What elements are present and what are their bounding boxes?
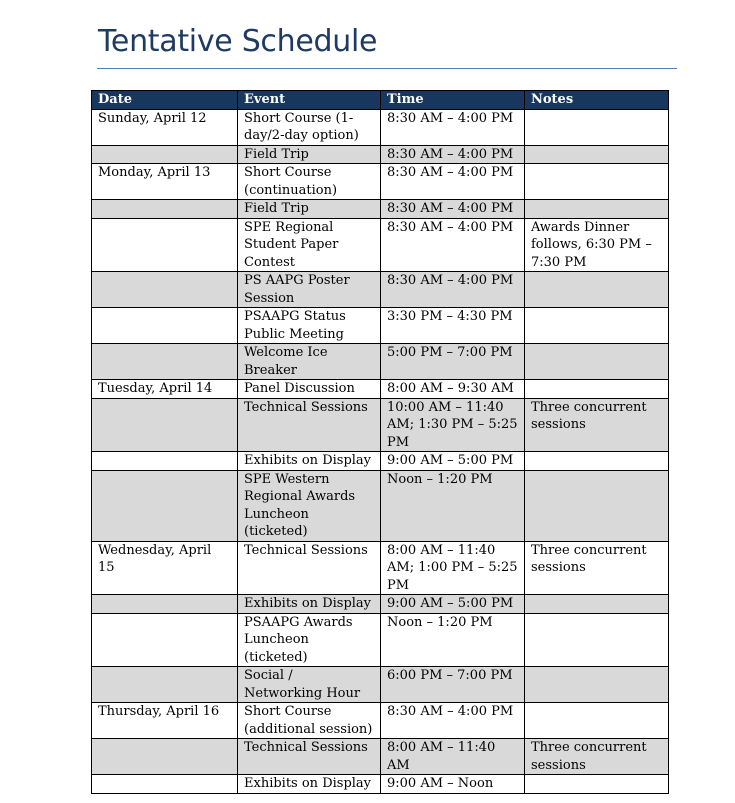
cell-notes bbox=[525, 200, 669, 219]
cell-date bbox=[92, 344, 238, 380]
table-row bbox=[92, 164, 669, 200]
table-row bbox=[92, 775, 669, 794]
table-row bbox=[92, 613, 669, 667]
cell-date bbox=[92, 775, 238, 794]
cell-event: Field Trip bbox=[238, 145, 381, 164]
table-row bbox=[92, 470, 669, 541]
cell-date bbox=[92, 667, 238, 703]
header-date: Date bbox=[92, 91, 238, 110]
cell-date bbox=[92, 200, 238, 219]
cell-event: Exhibits on Display bbox=[238, 452, 381, 471]
cell-event: Panel Discussion bbox=[238, 380, 381, 399]
cell-date: Tuesday, April 14 bbox=[92, 380, 238, 399]
header-notes: Notes bbox=[525, 91, 669, 110]
cell-time: 8:30 AM – 4:00 PM bbox=[381, 164, 525, 200]
cell-event: SPE Western Regional Awards Luncheon (ticketed) bbox=[238, 470, 381, 541]
table-row bbox=[92, 595, 669, 614]
cell-notes bbox=[525, 145, 669, 164]
cell-notes bbox=[525, 308, 669, 344]
cell-notes bbox=[525, 470, 669, 541]
cell-time: 8:30 AM – 4:00 PM bbox=[381, 218, 525, 272]
table-row bbox=[92, 452, 669, 471]
cell-notes bbox=[525, 452, 669, 471]
cell-date bbox=[92, 308, 238, 344]
cell-time: 8:30 AM – 4:00 PM bbox=[381, 145, 525, 164]
cell-time: 8:00 AM – 11:40 AM; 1:00 PM – 5:25 PM bbox=[381, 541, 525, 595]
cell-event: Field Trip bbox=[238, 200, 381, 219]
header-time: Time bbox=[381, 91, 525, 110]
cell-notes: Three concurrent sessions bbox=[525, 739, 669, 775]
cell-event: Welcome Ice Breaker bbox=[238, 344, 381, 380]
cell-event: Short Course (continuation) bbox=[238, 164, 381, 200]
cell-time: 8:00 AM – 9:30 AM bbox=[381, 380, 525, 399]
cell-date bbox=[92, 595, 238, 614]
cell-notes bbox=[525, 272, 669, 308]
cell-notes: Awards Dinner follows, 6:30 PM – 7:30 PM bbox=[525, 218, 669, 272]
cell-event: Technical Sessions bbox=[238, 541, 381, 595]
cell-notes bbox=[525, 344, 669, 380]
cell-event: Short Course (1-day/2-day option) bbox=[238, 109, 381, 145]
cell-date bbox=[92, 739, 238, 775]
schedule-table bbox=[91, 90, 669, 794]
cell-event: Exhibits on Display bbox=[238, 775, 381, 794]
table-row bbox=[92, 344, 669, 380]
cell-event: Exhibits on Display bbox=[238, 595, 381, 614]
cell-date bbox=[92, 398, 238, 452]
cell-event: Short Course (additional session) bbox=[238, 703, 381, 739]
cell-event: Technical Sessions bbox=[238, 398, 381, 452]
cell-event: SPE Regional Student Paper Contest bbox=[238, 218, 381, 272]
cell-notes bbox=[525, 667, 669, 703]
cell-time: 6:00 PM – 7:00 PM bbox=[381, 667, 525, 703]
table-row bbox=[92, 703, 669, 739]
cell-notes bbox=[525, 775, 669, 794]
cell-date bbox=[92, 613, 238, 667]
cell-event: PS AAPG Poster Session bbox=[238, 272, 381, 308]
table-row bbox=[92, 541, 669, 595]
page-title: Tentative Schedule bbox=[98, 24, 378, 59]
cell-time: 9:00 AM – 5:00 PM bbox=[381, 595, 525, 614]
cell-time: 5:00 PM – 7:00 PM bbox=[381, 344, 525, 380]
cell-time: 10:00 AM – 11:40 AM; 1:30 PM – 5:25 PM bbox=[381, 398, 525, 452]
cell-notes bbox=[525, 164, 669, 200]
cell-date: Wednesday, April 15 bbox=[92, 541, 238, 595]
table-row bbox=[92, 380, 669, 399]
table-row bbox=[92, 398, 669, 452]
table-header-row bbox=[92, 91, 669, 110]
cell-date bbox=[92, 145, 238, 164]
cell-date: Monday, April 13 bbox=[92, 164, 238, 200]
table-row bbox=[92, 109, 669, 145]
cell-notes bbox=[525, 613, 669, 667]
table-row bbox=[92, 667, 669, 703]
table-row bbox=[92, 218, 669, 272]
cell-date bbox=[92, 452, 238, 471]
cell-event: PSAAPG Status Public Meeting bbox=[238, 308, 381, 344]
cell-time: 9:00 AM – 5:00 PM bbox=[381, 452, 525, 471]
cell-time: 8:30 AM – 4:00 PM bbox=[381, 703, 525, 739]
cell-date bbox=[92, 218, 238, 272]
cell-time: 9:00 AM – Noon bbox=[381, 775, 525, 794]
cell-time: 3:30 PM – 4:30 PM bbox=[381, 308, 525, 344]
cell-date bbox=[92, 272, 238, 308]
cell-time: Noon – 1:20 PM bbox=[381, 613, 525, 667]
cell-notes: Three concurrent sessions bbox=[525, 398, 669, 452]
cell-event: Technical Sessions bbox=[238, 739, 381, 775]
table-row bbox=[92, 739, 669, 775]
cell-event: Social / Networking Hour bbox=[238, 667, 381, 703]
cell-notes: Three concurrent sessions bbox=[525, 541, 669, 595]
cell-date: Sunday, April 12 bbox=[92, 109, 238, 145]
cell-date: Thursday, April 16 bbox=[92, 703, 238, 739]
header-event: Event bbox=[238, 91, 381, 110]
cell-time: 8:30 AM – 4:00 PM bbox=[381, 109, 525, 145]
cell-notes bbox=[525, 380, 669, 399]
cell-notes bbox=[525, 595, 669, 614]
cell-time: 8:30 AM – 4:00 PM bbox=[381, 272, 525, 308]
table-row bbox=[92, 308, 669, 344]
table-row bbox=[92, 145, 669, 164]
table-row bbox=[92, 200, 669, 219]
cell-time: Noon – 1:20 PM bbox=[381, 470, 525, 541]
cell-date bbox=[92, 470, 238, 541]
cell-notes bbox=[525, 109, 669, 145]
cell-time: 8:30 AM – 4:00 PM bbox=[381, 200, 525, 219]
table-row bbox=[92, 272, 669, 308]
cell-event: PSAAPG Awards Luncheon (ticketed) bbox=[238, 613, 381, 667]
cell-notes bbox=[525, 703, 669, 739]
cell-time: 8:00 AM – 11:40 AM bbox=[381, 739, 525, 775]
title-divider bbox=[97, 68, 677, 69]
